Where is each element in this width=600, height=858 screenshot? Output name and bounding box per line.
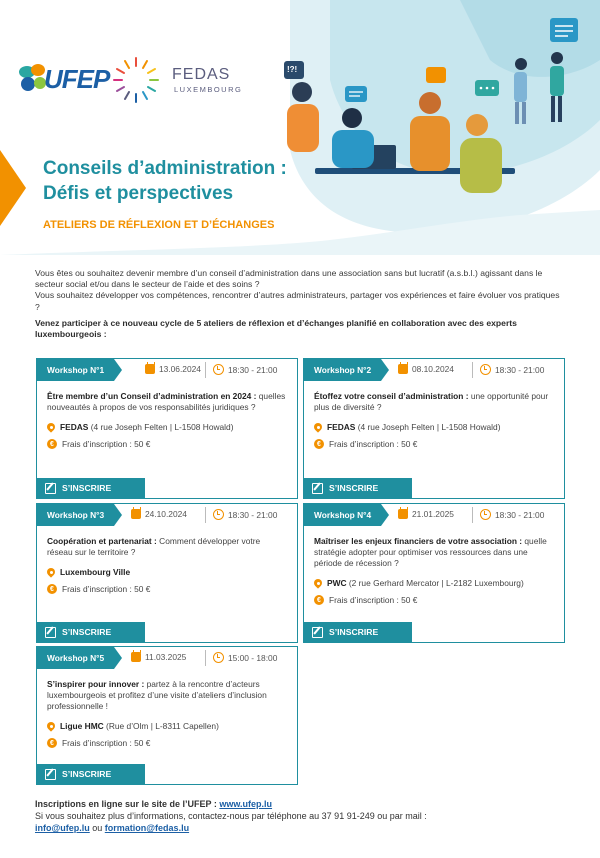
workshop-time — [213, 652, 277, 663]
workshop-body — [304, 381, 564, 456]
location-address: (2 rue Gerhard Mercator | L-2182 Luxembourg) — [346, 578, 524, 588]
workshop-date — [398, 509, 454, 519]
divider — [472, 362, 473, 378]
workshop-time — [213, 364, 277, 375]
euro-icon: € — [47, 738, 57, 748]
workshop-fee — [314, 439, 554, 450]
clock-icon — [480, 364, 491, 375]
workshop-tag: Workshop N°2 — [304, 359, 381, 381]
location-pin-icon — [47, 568, 55, 578]
workshop-body — [37, 381, 297, 456]
intro-paragraph-1: Vous êtes ou souhaitez devenir membre d’un conseil d’administration dans une association sans but lucratif (a.s.b.l.) agissant dans le secteur social et/ou dans le secteur de l’aide et des soins ? — [35, 268, 543, 290]
workshop-title: Coopération et partenariat : — [47, 536, 157, 546]
workshop-description: quelle stratégie adopter pour optimiser vos ressources dans une période de récession ? — [314, 536, 547, 568]
signup-button[interactable] — [304, 622, 412, 642]
signup-button[interactable] — [37, 478, 145, 498]
workshop-location — [47, 422, 287, 433]
fee-text: Frais d’inscription : 50 € — [329, 595, 418, 605]
signup-label: S’INSCRIRE — [329, 627, 379, 637]
edit-icon — [45, 483, 56, 494]
workshop-description: quelles nouveautés à propos de vos responsabilités juridiques ? — [47, 391, 286, 412]
signup-label: S’INSCRIRE — [62, 769, 112, 779]
location-address: (4 rue Joseph Felten | L-1508 Howald) — [88, 422, 234, 432]
workshop-card-1 — [36, 358, 298, 499]
time-text: 18:30 - 21:00 — [495, 364, 545, 375]
euro-icon: € — [47, 584, 57, 594]
fedas-logo — [110, 54, 250, 104]
workshop-card-2 — [303, 358, 565, 499]
workshop-header — [304, 359, 564, 381]
email-ufep-link[interactable]: info@ufep.lu — [35, 823, 90, 833]
title-line-1: Conseils d’administration : — [43, 158, 287, 179]
date-text: 11.03.2025 — [145, 652, 187, 662]
workshop-card-3 — [36, 503, 298, 643]
signup-button[interactable] — [37, 764, 145, 784]
workshop-header — [37, 647, 297, 669]
workshop-tag: Workshop N°3 — [37, 504, 114, 526]
location-address: (Rue d’Olm | L-8311 Capellen) — [103, 721, 219, 731]
workshop-fee — [47, 439, 287, 450]
intro-paragraph-2: Vous souhaitez développer vos compétences, rencontrer d’autres administrateurs, partager vos expériences et faire évoluer vos pratiques ? — [35, 290, 560, 312]
orange-accent-shape — [0, 150, 26, 226]
workshop-description: Comment développer votre réseau sur le territoire ? — [47, 536, 261, 557]
signup-label: S’INSCRIRE — [62, 627, 112, 637]
workshop-body — [37, 526, 297, 601]
edit-icon — [312, 627, 323, 638]
workshop-date — [145, 364, 201, 374]
ufep-logo — [18, 58, 110, 102]
calendar-icon — [145, 364, 155, 374]
location-pin-icon — [314, 423, 322, 433]
time-text: 15:00 - 18:00 — [228, 652, 278, 663]
workshop-fee — [47, 584, 287, 595]
page-title — [43, 156, 287, 206]
intro-text — [35, 268, 565, 340]
clock-icon — [213, 652, 224, 663]
email-fedas-link[interactable]: formation@fedas.lu — [104, 823, 190, 833]
footer — [35, 798, 575, 834]
location-pin-icon — [47, 722, 55, 732]
signup-label: S’INSCRIRE — [329, 483, 379, 493]
calendar-icon — [398, 509, 408, 519]
intro-paragraph-3: Venez participer à ce nouveau cycle de 5 ateliers de réflexion et d’échanges planifié en collaboration avec des experts luxembourgeois : — [35, 317, 517, 340]
bubble-text: !?! — [287, 65, 298, 74]
workshop-time — [480, 364, 544, 375]
workshop-title: S’inspirer pour innover : — [47, 679, 145, 689]
header-illustration — [0, 0, 600, 255]
workshop-description: une opportunité pour plus de diversité ? — [314, 391, 549, 412]
calendar-icon — [398, 364, 408, 374]
workshop-body — [304, 526, 564, 612]
fee-text: Frais d’inscription : 50 € — [329, 439, 418, 449]
workshop-location — [47, 567, 287, 578]
location-pin-icon — [47, 423, 55, 433]
workshop-title: Maîtriser les enjeux financiers de votre association : — [314, 536, 523, 546]
divider — [205, 650, 206, 666]
edit-icon — [45, 627, 56, 638]
clock-icon — [213, 364, 224, 375]
fedas-logo-text: FEDAS — [172, 66, 231, 83]
registration-text: Inscriptions en ligne sur le site de l’UFEP : — [35, 799, 220, 809]
or-text: ou — [89, 823, 105, 833]
workshop-body — [37, 669, 297, 755]
workshop-card-4 — [303, 503, 565, 643]
workshop-tag: Workshop N°1 — [37, 359, 114, 381]
workshop-date — [398, 364, 454, 374]
fee-text: Frais d’inscription : 50 € — [62, 738, 151, 748]
title-line-2: Défis et perspectives — [43, 183, 234, 204]
date-text: 24.10.2024 — [145, 509, 187, 519]
ufep-logo-text: UFEP — [44, 64, 110, 94]
divider — [205, 507, 206, 523]
calendar-icon — [131, 509, 141, 519]
workshop-header — [304, 504, 564, 526]
workshop-description: partez à la rencontre d’acteurs luxembourgeois et profitez d’une visite d’ateliers d’inclusion professionnelle ! — [47, 679, 267, 711]
location-address: (4 rue Joseph Felten | L-1508 Howald) — [355, 422, 501, 432]
workshop-time — [213, 509, 277, 520]
workshop-title: Être membre d’un Conseil d’administration en 2024 : — [47, 391, 257, 401]
euro-icon: € — [314, 595, 324, 605]
workshop-location — [47, 721, 287, 732]
workshop-title: Étoffez votre conseil d’administration : — [314, 391, 469, 401]
workshop-time — [480, 509, 544, 520]
edit-icon — [45, 769, 56, 780]
ufep-website-link[interactable]: www.ufep.lu — [219, 799, 273, 809]
location-name: PWC — [327, 578, 347, 588]
workshop-fee — [314, 595, 554, 606]
divider — [472, 507, 473, 523]
time-text: 18:30 - 21:00 — [228, 364, 278, 375]
time-text: 18:30 - 21:00 — [495, 509, 545, 520]
footer-line-1 — [35, 798, 575, 810]
date-text: 13.06.2024 — [159, 364, 201, 374]
location-pin-icon — [314, 579, 322, 589]
signup-button[interactable] — [304, 478, 412, 498]
calendar-icon — [131, 652, 141, 662]
location-name: Luxembourg Ville — [60, 567, 131, 577]
workshop-date — [131, 652, 186, 662]
location-name: FEDAS — [327, 422, 356, 432]
location-name: Ligue HMC — [60, 721, 104, 731]
workshop-fee — [47, 738, 287, 749]
signup-button[interactable] — [37, 622, 145, 642]
page-subtitle: ATELIERS DE RÉFLEXION ET D’ÉCHANGES — [43, 219, 275, 231]
footer-line-2: Si vous souhaitez plus d’informations, contactez-nous par téléphone au 37 91 91-249 ou par mail : — [35, 811, 427, 821]
signup-label: S’INSCRIRE — [62, 483, 112, 493]
workshop-card-5 — [36, 646, 298, 785]
location-name: FEDAS — [60, 422, 89, 432]
clock-icon — [480, 509, 491, 520]
workshop-tag: Workshop N°4 — [304, 504, 381, 526]
workshop-location — [314, 578, 554, 589]
workshop-header — [37, 504, 297, 526]
clock-icon — [213, 509, 224, 520]
fedas-logo-subtext: LUXEMBOURG — [174, 85, 243, 94]
divider — [205, 362, 206, 378]
fee-text: Frais d’inscription : 50 € — [62, 439, 151, 449]
workshop-tag: Workshop N°5 — [37, 647, 114, 669]
euro-icon: € — [314, 439, 324, 449]
date-text: 21.01.2025 — [412, 509, 454, 519]
fee-text: Frais d’inscription : 50 € — [62, 584, 151, 594]
date-text: 08.10.2024 — [412, 364, 454, 374]
footer-line-3 — [35, 822, 575, 834]
euro-icon: € — [47, 439, 57, 449]
workshop-date — [131, 509, 187, 519]
edit-icon — [312, 483, 323, 494]
time-text: 18:30 - 21:00 — [228, 509, 278, 520]
workshop-location — [314, 422, 554, 433]
workshop-header — [37, 359, 297, 381]
